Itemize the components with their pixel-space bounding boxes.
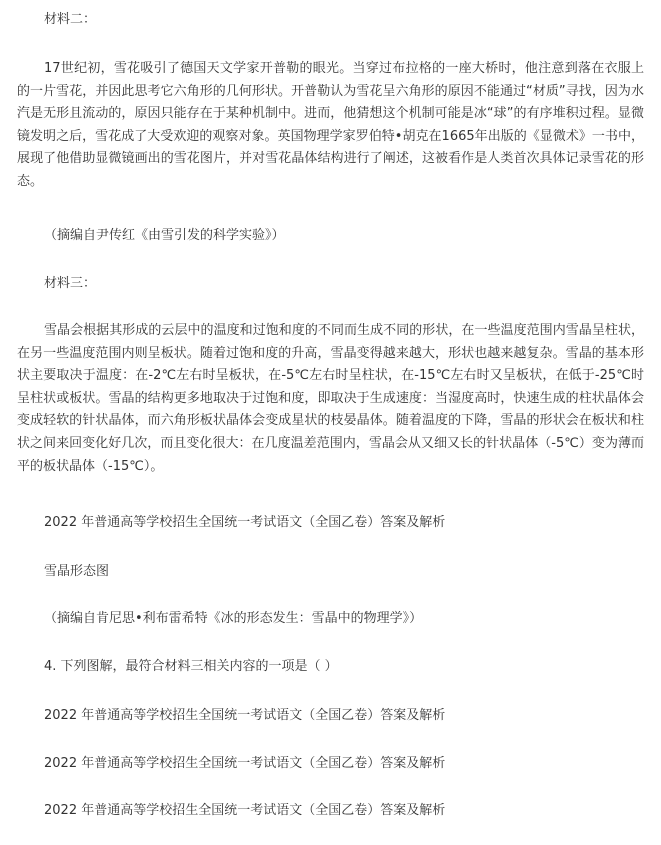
question-four: 4. 下列图解，最符合材料三相关内容的一项是（ ） — [44, 659, 338, 674]
paragraph-material-two: 17世纪初，雪花吸引了德国天文学家开普勒的眼光。当穿过布拉格的一座大桥时，他注意到落在衣服上的一片雪花，并因此思考它六角形的几何形状。开普勒认为雪花呈六角形的原因不能通过“材质”寻找，因为水汽是无形且流动的，原因只能存在于某种机制中。进而，他猜想这个机制可能是冰“球”的有序堆积过程。显微镜发明之后，雪花成了大受欢迎的观察对象。英国物理学家罗伯特•胡克在1665年出版的《显微术》一书中，展现了他借助显微镜画出的雪花图片，并对雪花晶体结构进行了阐述，这被看作是人类首次具体记录雪花的形态。 — [17, 61, 644, 189]
source-citation-material-two: （摘编自尹传红《由雪引发的科学实验》） — [44, 228, 285, 243]
exam-caption: 2022 年普通高等学校招生全国统一考试语文（全国乙卷）答案及解析 — [44, 803, 446, 818]
exam-caption: 2022 年普通高等学校招生全国统一考试语文（全国乙卷）答案及解析 — [44, 515, 446, 530]
heading-material-two: 材料二： — [44, 12, 97, 27]
figure-title: 雪晶形态图 — [44, 564, 110, 579]
exam-caption: 2022 年普通高等学校招生全国统一考试语文（全国乙卷）答案及解析 — [44, 708, 446, 723]
paragraph-material-three: 雪晶会根据其形成的云层中的温度和过饱和度的不同而生成不同的形状，在一些温度范围内雪晶呈柱状，在另一些温度范围内则呈板状。随着过饱和度的升高，雪晶变得越来越大，形状也越来越复杂。雪晶的基本形状主要取决于温度：在-2℃左右时呈板状，在-5℃左右时呈柱状，在-15℃左右时又呈板状，在低于-25℃时呈柱状或板状。雪晶的结构更多地取决于过饱和度，即取决于生成速度：当湿度高时，快速生成的柱状晶体会变成轻软的针状晶体，而六角形板状晶体会变成星状的枝晏晶体。随着温度的下降，雪晶的形状会在板状和柱状之间来回变化好几次，而且变化很大：在几度温差范围内，雪晶会从又细又长的针状晶体（-5℃）变为薄而平的板状晶体（-15℃）。 — [17, 323, 644, 474]
heading-material-three: 材料三： — [44, 276, 97, 291]
source-citation-material-three: （摘编自肯尼思•利布雷希特《冰的形态发生：雪晶中的物理学》） — [44, 611, 423, 626]
exam-caption: 2022 年普通高等学校招生全国统一考试语文（全国乙卷）答案及解析 — [44, 756, 446, 771]
